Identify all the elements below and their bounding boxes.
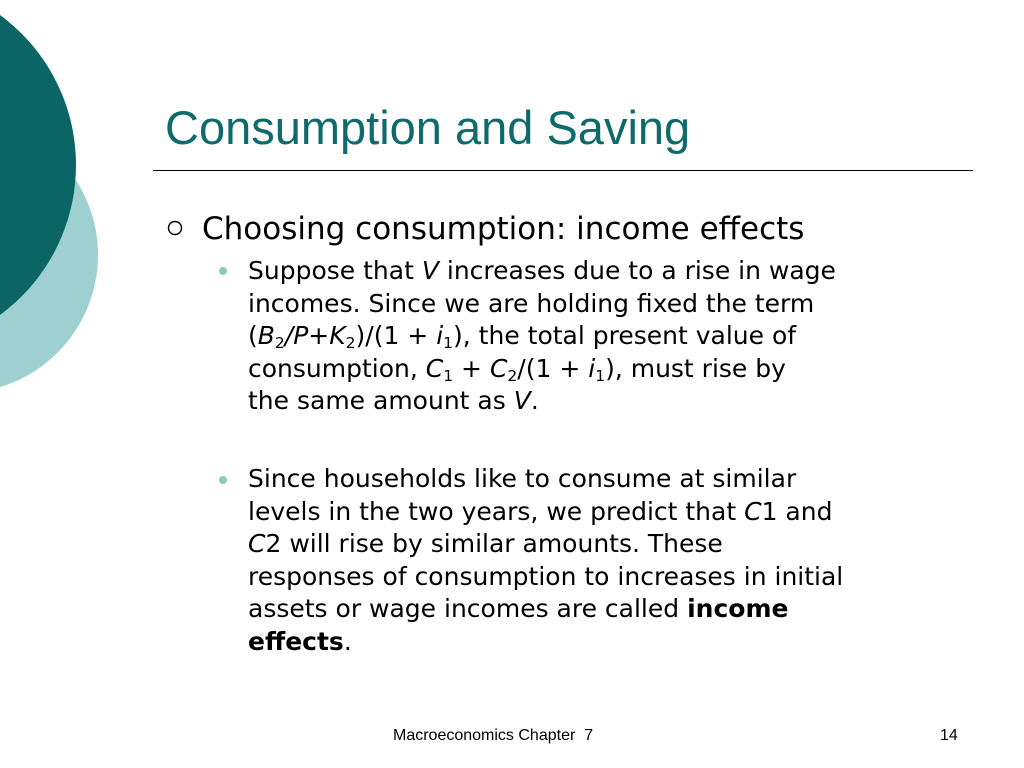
variable-c: C bbox=[425, 353, 444, 383]
text-run: Suppose that bbox=[248, 256, 422, 285]
paragraph-line bbox=[248, 255, 836, 288]
variable-p-k: /P+K bbox=[284, 321, 346, 350]
subscript: 2 bbox=[345, 333, 356, 352]
paragraph-line bbox=[248, 626, 843, 659]
variable-v: V bbox=[513, 386, 531, 415]
variable-b: B bbox=[257, 321, 275, 350]
variable-v: V bbox=[421, 256, 439, 285]
hollow-circle-shape bbox=[169, 222, 182, 235]
variable-i: i bbox=[588, 353, 596, 383]
bullet-heading: Choosing consumption: income effects bbox=[202, 211, 805, 247]
text-run: . bbox=[530, 386, 539, 415]
filled-dot-icon bbox=[219, 476, 227, 484]
paragraph-line bbox=[248, 593, 843, 626]
formula-line bbox=[248, 320, 836, 353]
variable-c: C bbox=[744, 496, 762, 526]
bullet-paragraph-1 bbox=[248, 255, 836, 418]
subscript: 1 bbox=[443, 366, 454, 385]
subscript: 2 bbox=[507, 366, 518, 385]
text-run: + bbox=[453, 353, 490, 383]
text-run: . bbox=[343, 626, 352, 656]
footer-course: Macroeconomics Chapter 7 bbox=[393, 727, 594, 744]
bullet-paragraph-2 bbox=[248, 463, 843, 658]
paragraph-line bbox=[248, 496, 843, 529]
subscript: 1 bbox=[443, 333, 454, 352]
paragraph-line bbox=[248, 385, 836, 418]
text-run: /(1 + bbox=[517, 353, 589, 383]
formula-line bbox=[248, 353, 836, 386]
text-run: consumption, bbox=[248, 353, 426, 383]
paragraph-line bbox=[248, 528, 843, 561]
text-run: the same amount as bbox=[248, 386, 514, 415]
key-term: income bbox=[687, 594, 789, 623]
page-number: 14 bbox=[940, 727, 958, 744]
subscript: 2 bbox=[274, 333, 285, 352]
paragraph-line: incomes. Since we are holding fixed the term bbox=[248, 288, 815, 318]
text-run: increases due to a rise in wage bbox=[438, 256, 836, 285]
text-run: assets or wage incomes are called bbox=[248, 594, 688, 623]
variable-i: i bbox=[436, 321, 444, 350]
text-run: levels in the two years, we predict that bbox=[248, 496, 745, 526]
slide-title: Consumption and Saving bbox=[165, 101, 691, 154]
subscript: 1 bbox=[595, 366, 606, 385]
key-term: effects bbox=[248, 626, 344, 656]
filled-dot-icon bbox=[219, 267, 227, 275]
text-run: ), must rise by bbox=[605, 353, 786, 383]
text-run: 1 and bbox=[761, 496, 833, 526]
title-divider bbox=[153, 170, 973, 171]
text-run: ( bbox=[248, 321, 258, 350]
text-run: 2 will rise by similar amounts. These bbox=[265, 529, 723, 558]
text-run: )/(1 + bbox=[355, 321, 437, 350]
paragraph-line: responses of consumption to increases in initial bbox=[248, 561, 844, 591]
decorative-circles bbox=[0, 0, 120, 420]
variable-c: C bbox=[248, 529, 266, 558]
hollow-circle-icon bbox=[165, 218, 185, 238]
paragraph-line: Since households like to consume at similar bbox=[248, 464, 797, 493]
variable-c: C bbox=[489, 353, 508, 383]
text-run: ), the total present value of bbox=[453, 321, 797, 350]
